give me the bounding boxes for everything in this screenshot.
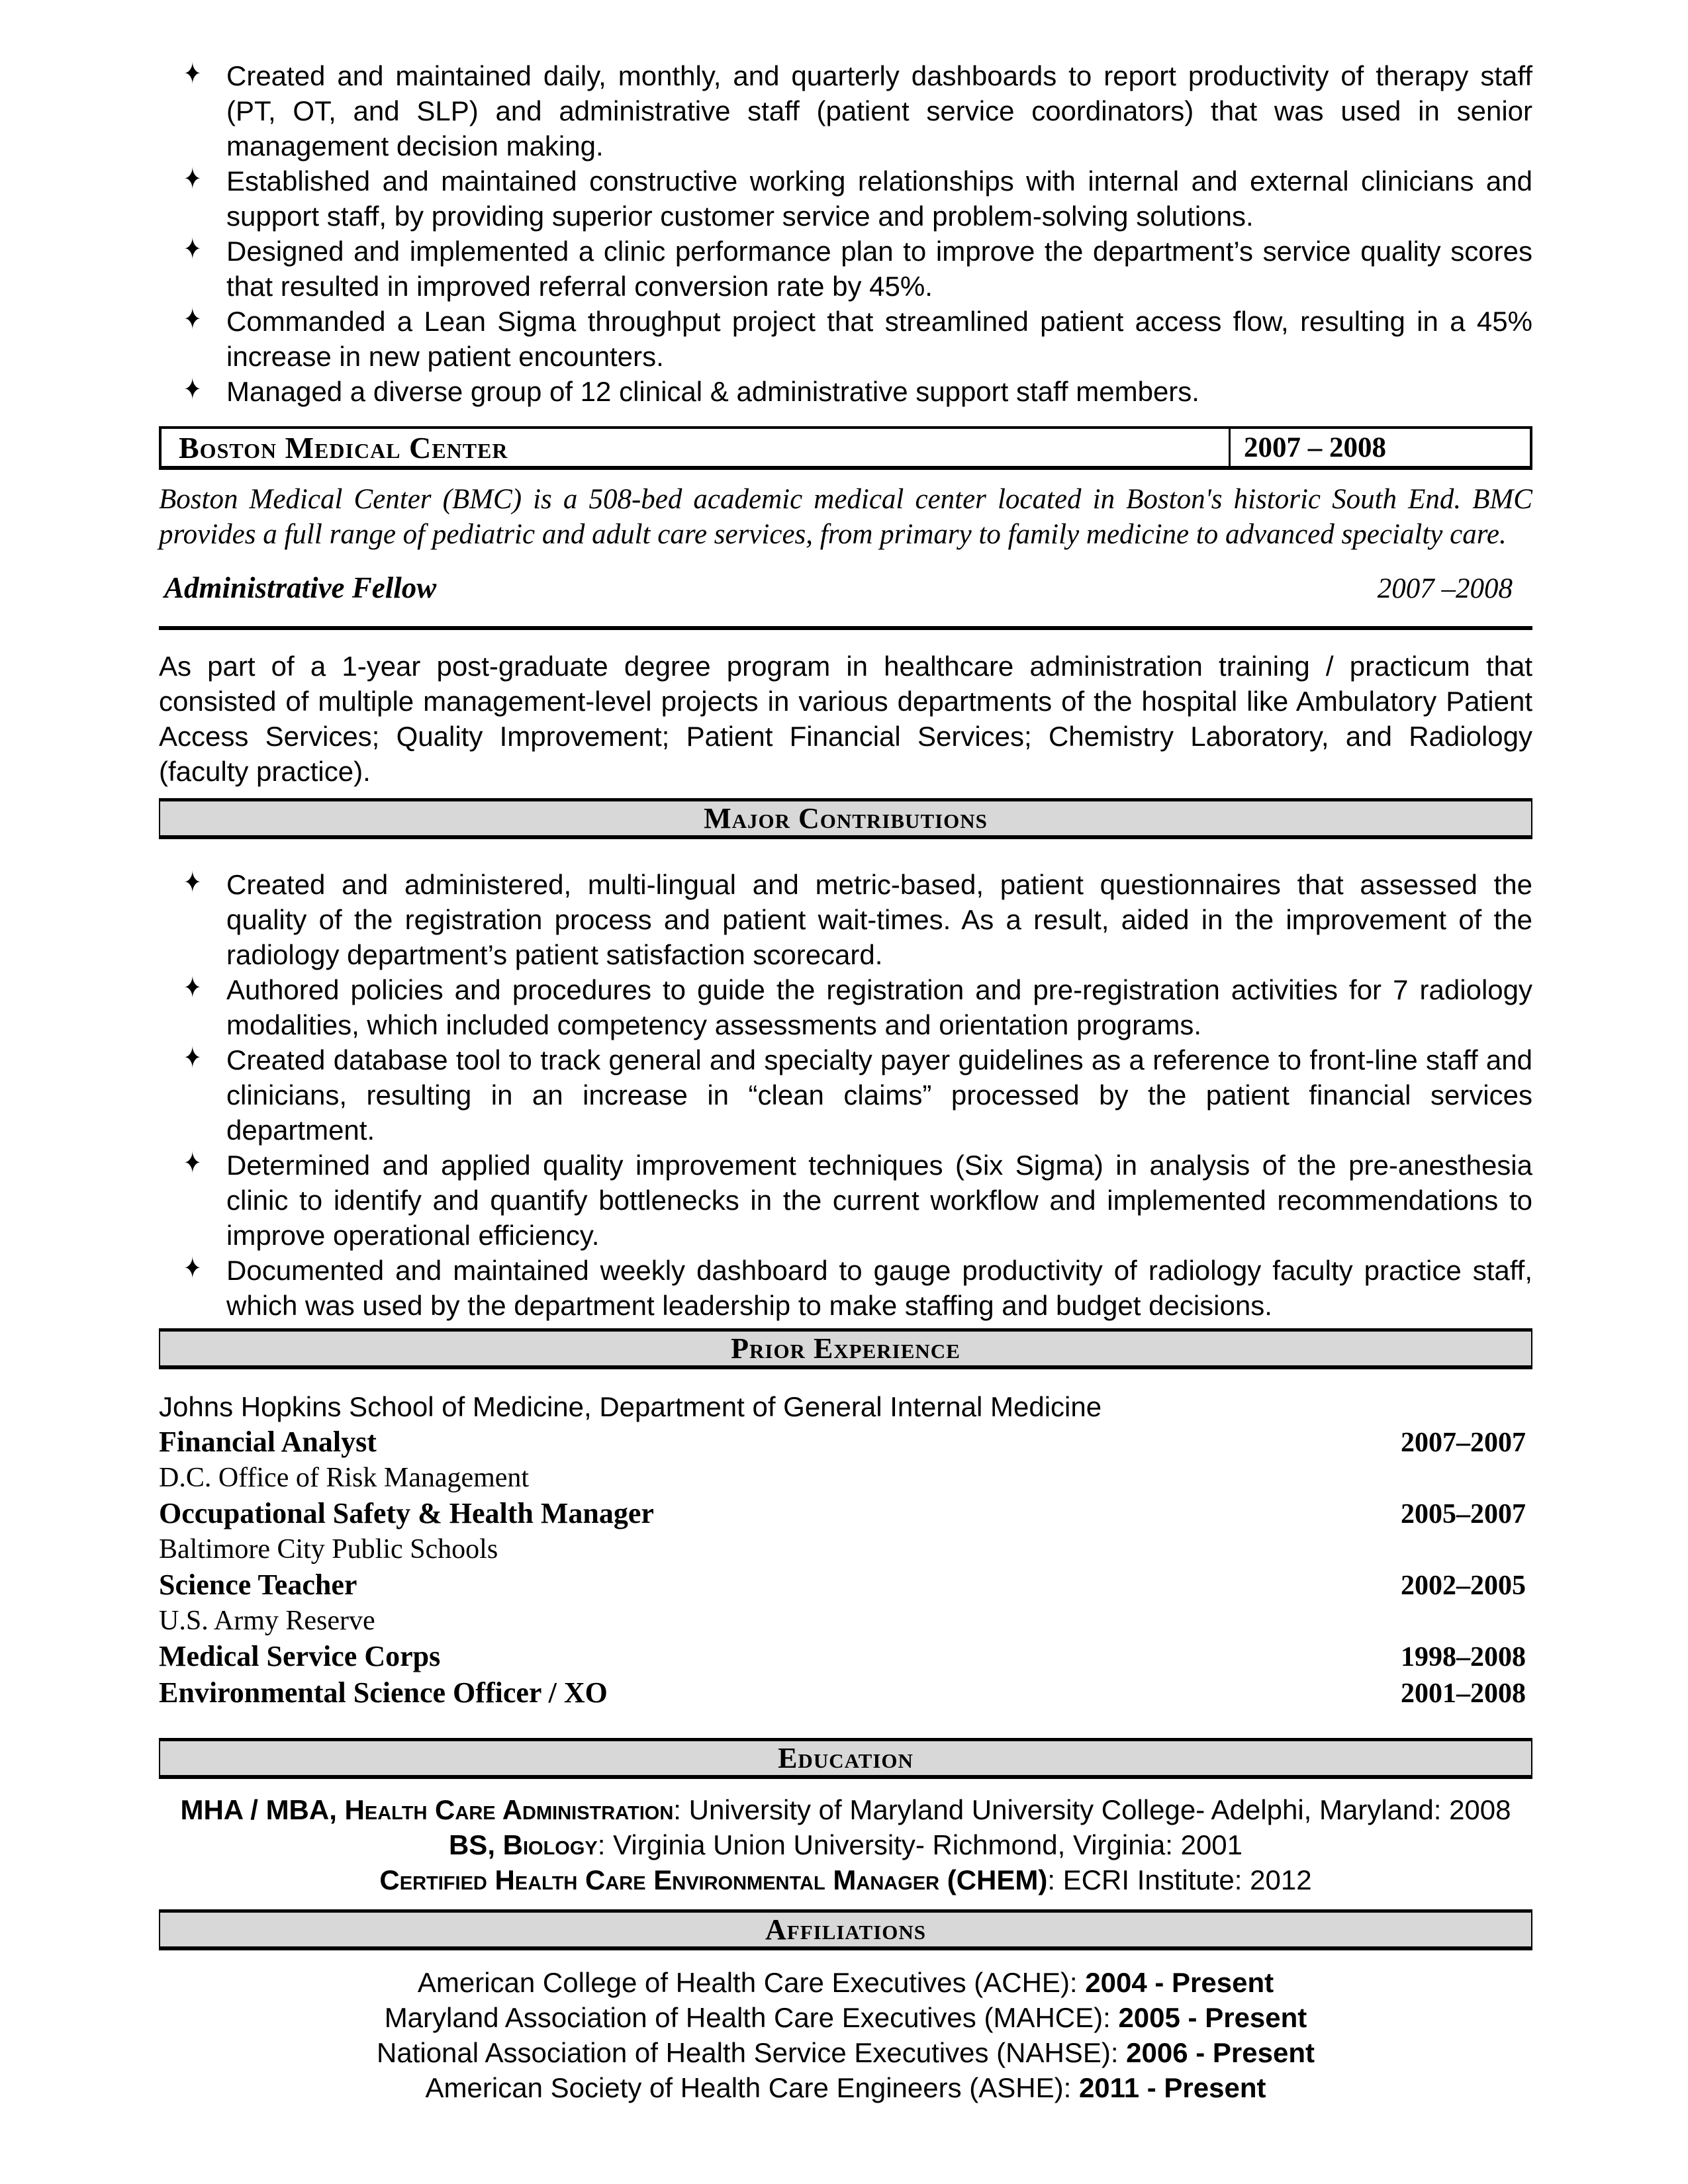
bullet-text: Authored policies and procedures to guide the registration and pre-registration activities for 7 radiology modalities, which included competency assessments and orientation programs. bbox=[226, 974, 1532, 1040]
education-detail: : University of Maryland University College- Adelphi, Maryland: 2008 bbox=[673, 1794, 1511, 1825]
list-item bbox=[159, 1253, 1532, 1323]
affiliations-block bbox=[159, 1965, 1532, 2105]
experience-role-title: Medical Service Corps bbox=[159, 1640, 441, 1672]
experience-role-title: Occupational Safety & Health Manager bbox=[159, 1497, 654, 1529]
bullet-text: Documented and maintained weekly dashboard to gauge productivity of radiology faculty practice staff, which was used by the department leadership to make staffing and budget decisions. bbox=[226, 1255, 1532, 1321]
top-accomplishments-list bbox=[159, 58, 1532, 409]
experience-role-dates: 2001–2008 bbox=[1401, 1678, 1526, 1709]
experience-org: D.C. Office of Risk Management bbox=[159, 1463, 530, 1493]
list-item bbox=[159, 374, 1532, 409]
bullet-text: Created and administered, multi-lingual and metric-based, patient questionnaires that assessed the quality of the registration process and patient wait-times. As a result, aided in the improvement of the radiology department’s patient satisfaction scorecard. bbox=[226, 869, 1532, 970]
education-degree: Certified Health Care Environmental Manager (CHEM) bbox=[379, 1864, 1048, 1895]
bullet-text: Determined and applied quality improvement techniques (Six Sigma) in analysis of the pre-anesthesia clinic to identify and quantify bottlenecks in the current workflow and implemented recommendations to improve operational efficiency. bbox=[226, 1150, 1532, 1251]
experience-role-title: Science Teacher bbox=[159, 1569, 357, 1601]
affiliation-org: Maryland Association of Health Care Executives (MAHCE): bbox=[384, 2002, 1119, 2033]
bullet-text: Created database tool to track general and specialty payer guidelines as a reference to front-line staff and clinicians, resulting in an increase in “clean claims” processed by the patient financial services department. bbox=[226, 1044, 1532, 1146]
experience-role-dates: 2005–2007 bbox=[1401, 1499, 1526, 1529]
experience-role-row bbox=[159, 1424, 1532, 1461]
star-bullet-icon: ✦ bbox=[183, 1041, 202, 1075]
role-title: Administrative Fellow bbox=[164, 571, 437, 604]
bullet-text: Managed a diverse group of 12 clinical & administrative support staff members. bbox=[226, 376, 1199, 407]
star-bullet-icon: ✦ bbox=[183, 1146, 202, 1181]
affiliation-dates: 2006 - Present bbox=[1126, 2037, 1315, 2068]
education-degree: MHA / MBA, Health Care Administration bbox=[180, 1794, 674, 1825]
affiliation-item bbox=[159, 2035, 1532, 2070]
experience-org: U.S. Army Reserve bbox=[159, 1606, 375, 1636]
list-item bbox=[159, 304, 1532, 374]
list-item bbox=[159, 163, 1532, 234]
experience-role-row bbox=[159, 1675, 1532, 1711]
affiliation-item bbox=[159, 2000, 1532, 2035]
role-summary: As part of a 1-year post-graduate degree program in healthcare administration training / practicum that consisted of multiple management-level projects in various departments of the hospital like Ambulatory Patient Access Services; Quality Improvement; Patient Financial Services; Chemistry Laboratory, and Radiology (faculty practice). bbox=[159, 651, 1532, 787]
role-dates: 2007 –2008 bbox=[1377, 573, 1513, 604]
bullet-text: Established and maintained constructive working relationships with internal and external clinicians and support staff, by providing superior customer service and problem-solving solutions. bbox=[226, 165, 1532, 232]
employer-description: Boston Medical Center (BMC) is a 508-bed academic medical center located in Boston's historic South End. BMC provides a full range of pediatric and adult care services, from primary to family medicine to advanced specialty care. bbox=[159, 484, 1532, 550]
bullet-text: Commanded a Lean Sigma throughput project that streamlined patient access flow, resulting in a 45% increase in new patient encounters. bbox=[226, 306, 1532, 372]
list-item bbox=[159, 58, 1532, 163]
horizontal-rule bbox=[159, 626, 1532, 630]
affiliation-item bbox=[159, 2070, 1532, 2105]
education-item bbox=[159, 1827, 1532, 1862]
employer-name: Boston Medical Center bbox=[179, 430, 508, 465]
experience-role-row bbox=[159, 1567, 1532, 1604]
education-detail: : ECRI Institute: 2012 bbox=[1047, 1864, 1312, 1895]
experience-org: Johns Hopkins School of Medicine, Department of General Internal Medicine bbox=[159, 1391, 1102, 1422]
experience-role-dates: 2002–2005 bbox=[1401, 1570, 1526, 1601]
employer-dates: 2007 – 2008 bbox=[1229, 429, 1530, 466]
section-header-prior-experience: Prior Experience bbox=[159, 1328, 1532, 1369]
affiliation-dates: 2004 - Present bbox=[1085, 1967, 1274, 1998]
experience-org: Baltimore City Public Schools bbox=[159, 1534, 498, 1565]
experience-role-row bbox=[159, 1639, 1532, 1675]
section-header-major-contributions: Major Contributions bbox=[159, 798, 1532, 839]
education-block bbox=[159, 1792, 1532, 1897]
star-bullet-icon: ✦ bbox=[183, 57, 202, 91]
star-bullet-icon: ✦ bbox=[183, 866, 202, 900]
list-item bbox=[159, 972, 1532, 1042]
education-item bbox=[159, 1792, 1532, 1827]
star-bullet-icon: ✦ bbox=[183, 373, 202, 407]
experience-role-title: Environmental Science Officer / XO bbox=[159, 1676, 608, 1709]
star-bullet-icon: ✦ bbox=[183, 302, 202, 337]
affiliation-org: American College of Health Care Executives (ACHE): bbox=[417, 1967, 1086, 1998]
list-item bbox=[159, 1042, 1532, 1148]
employer-header-table bbox=[159, 426, 1532, 470]
star-bullet-icon: ✦ bbox=[183, 162, 202, 197]
experience-role-dates: 2007–2007 bbox=[1401, 1428, 1526, 1458]
affiliation-org: National Association of Health Service Executives (NAHSE): bbox=[377, 2037, 1127, 2068]
bullet-text: Created and maintained daily, monthly, and quarterly dashboards to report productivity of therapy staff (PT, OT, and SLP) and administrative staff (patient service coordinators) that was used in senior management decision making. bbox=[226, 60, 1532, 161]
affiliation-dates: 2005 - Present bbox=[1118, 2002, 1307, 2033]
bullet-text: Designed and implemented a clinic performance plan to improve the department’s service quality scores that resulted in improved referral conversion rate by 45%. bbox=[226, 236, 1532, 302]
list-item bbox=[159, 234, 1532, 304]
section-header-affiliations: Affiliations bbox=[159, 1909, 1532, 1950]
experience-role-title: Financial Analyst bbox=[159, 1426, 377, 1458]
list-item bbox=[159, 867, 1532, 972]
affiliation-dates: 2011 - Present bbox=[1078, 2072, 1266, 2103]
star-bullet-icon: ✦ bbox=[183, 232, 202, 267]
star-bullet-icon: ✦ bbox=[183, 1251, 202, 1286]
list-item bbox=[159, 1148, 1532, 1253]
role-line bbox=[159, 570, 1532, 605]
experience-role-dates: 1998–2008 bbox=[1401, 1642, 1526, 1672]
education-item bbox=[159, 1862, 1532, 1897]
section-header-education: Education bbox=[159, 1738, 1532, 1779]
major-contributions-list bbox=[159, 867, 1532, 1323]
education-detail: : Virginia Union University- Richmond, Virginia: 2001 bbox=[597, 1829, 1243, 1860]
affiliation-org: American Society of Health Care Engineers (ASHE): bbox=[425, 2072, 1079, 2103]
experience-role-row bbox=[159, 1496, 1532, 1532]
affiliation-item bbox=[159, 1965, 1532, 2000]
education-degree: BS, Biology bbox=[448, 1829, 598, 1860]
prior-experience-block bbox=[159, 1389, 1532, 1711]
star-bullet-icon: ✦ bbox=[183, 971, 202, 1005]
